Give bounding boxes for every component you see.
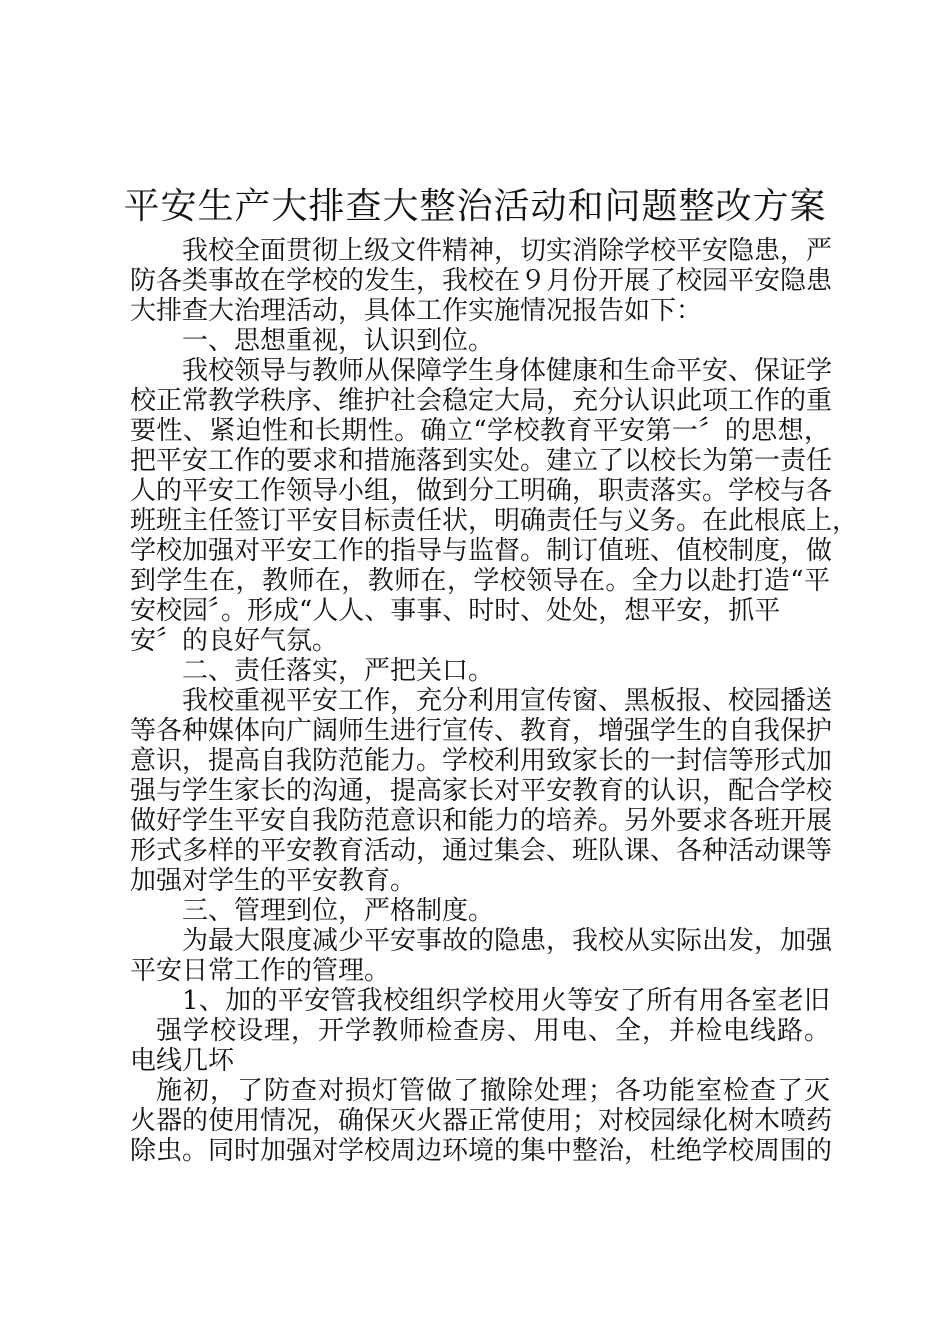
paragraph-line: 我校重视平安工作，充分利用宣传窗、黑板报、校园播送: [182, 686, 833, 716]
paragraph-line: 除虫。同时加强对学校周边环境的集中整治，杜绝学校周围的: [130, 1136, 833, 1166]
paragraph-line: 大排查大治理活动，具体工作实施情况报告如下：: [130, 296, 703, 326]
paragraph-line: 要性、紧迫性和长期性。确立“学校教育平安第一〞的思想，: [130, 416, 830, 446]
section-heading: 三、管理到位，严格制度。: [182, 896, 495, 926]
section-heading: 一、思想重视，认识到位。: [182, 326, 495, 356]
paragraph-line: 施初，了防查对损灯管做了撤除处理；各功能室检查了灭: [156, 1076, 830, 1106]
section-heading: 二、责任落实，严把关口。: [182, 656, 495, 686]
paragraph-line: 校正常教学秩序、维护社会稳定大局，充分认识此项工作的重: [130, 386, 833, 416]
paragraph-line: 火器的使用情况，确保灭火器正常使用；对校园绿化树木喷药: [130, 1106, 833, 1136]
document-body: [130, 236, 859, 1166]
paragraph-line: 平安日常工作的管理。: [130, 956, 391, 986]
paragraph-line: 电线几坏: [130, 1046, 235, 1076]
paragraph-line: 到学生在，教师在，教师在，学校领导在。全力以赴打造“平: [130, 566, 830, 596]
paragraph-line: 学校加强对平安工作的指导与监督。制订值班、值校制度，做: [130, 536, 833, 566]
paragraph-line: 人的平安工作领导小组，做到分工明确，职责落实。学校与各: [130, 476, 833, 506]
paragraph-line: 1、加的平安管我校组织学校用火等安了所有用各室老旧: [182, 986, 830, 1016]
paragraph-line: 防各类事故在学校的发生，我校在９月份开展了校园平安隐患: [130, 266, 833, 296]
paragraph-line: 为最大限度减少平安事故的隐患，我校从实际出发，加强: [182, 926, 833, 956]
paragraph-line: 班班主任签订平安目标责任状，明确责任与义务。在此根底上，: [130, 506, 859, 536]
paragraph-line: 等各种媒体向广阔师生进行宣传、教育，增强学生的自我保护: [130, 716, 833, 746]
paragraph-line: 安校园〞。形成“人人、事事、时时、处处，想平安，抓平: [130, 596, 781, 626]
paragraph-line: 我校全面贯彻上级文件精神，切实消除学校平安隐患，严: [182, 236, 833, 266]
paragraph-line: 安〞的良好气氛。: [130, 626, 339, 656]
paragraph-line: 意识，提高自我防范能力。学校利用致家长的一封信等形式加: [130, 746, 833, 776]
paragraph-line: 我校领导与教师从保障学生身体健康和生命平安、保证学: [182, 356, 833, 386]
paragraph-line: 形式多样的平安教育活动，通过集会、班队课、各种活动课等: [130, 836, 833, 866]
paragraph-line: 加强对学生的平安教育。: [130, 866, 417, 896]
paragraph-line: 强与学生家长的沟通，提高家长对平安教育的认识，配合学校: [130, 776, 833, 806]
paragraph-line: 做好学生平安自我防范意识和能力的培养。另外要求各班开展: [130, 806, 833, 836]
paragraph-line: 强学校设理，开学教师检查房、用电、全，并检电线路。: [156, 1016, 830, 1046]
paragraph-line: 把平安工作的要求和措施落到实处。建立了以校长为第一责任: [130, 446, 833, 476]
document-title: 平安生产大排查大整治活动和问题整改方案: [123, 186, 827, 227]
